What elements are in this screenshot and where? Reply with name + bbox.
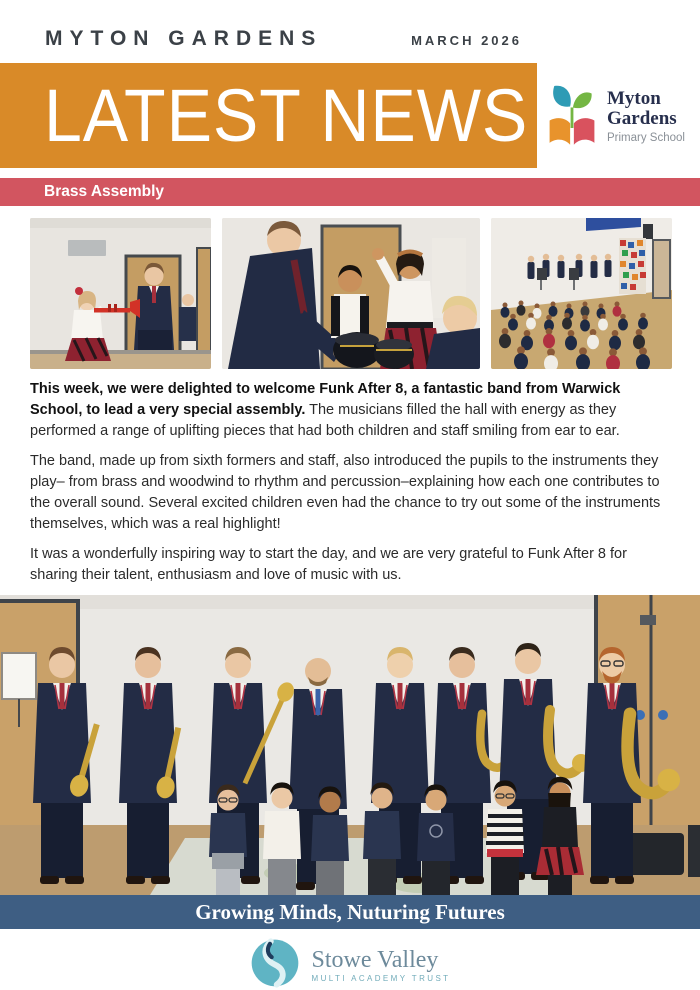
article-p1-lead: This week, we were delighted to welcome Funk After 8, a fantastic band from Warwick School, to lead a very special assembly.: [30, 381, 621, 418]
issue-date: MARCH 2026: [411, 33, 522, 48]
trust-footer: [0, 929, 700, 990]
masthead: [0, 0, 700, 63]
school-logo-subtitle: Primary School: [607, 131, 685, 144]
article-paragraph-2: The band, made up from sixth formers and staff, also introduced the pupils to the instruments they play– from brass and woodwind to rhythm and percussion–explaining how each one contributes to the overall sound. Several excited children even had the chance to try out some of the instruments themselves, which was a real highlight!: [30, 453, 661, 532]
trust-name: Stowe Valley: [311, 946, 439, 973]
motto-bar: [0, 895, 700, 929]
banner-title: LATEST NEWS: [44, 74, 529, 157]
school-logo-name-line2: Gardens: [607, 107, 677, 129]
school-logo-name-line1: Myton: [607, 87, 661, 109]
trust-logo-icon: [250, 938, 300, 990]
photo-children-drums: [222, 218, 480, 369]
school-logo-text: [607, 89, 685, 144]
motto-text: Growing Minds, Nuturing Futures: [195, 899, 505, 924]
school-name: MYTON GARDENS: [45, 27, 323, 50]
article-p1-rest: The musicians filled the hall with energy as they performed a range of uplifting pieces that had both children and staff smiling from ear to ear.: [30, 402, 620, 439]
photo-girl-trumpet: [30, 218, 211, 369]
section-title: Brass Assembly: [44, 183, 165, 200]
photo-hall-audience: [491, 218, 672, 369]
school-logo-icon: [544, 78, 600, 155]
photo-row: [30, 218, 672, 369]
photo-band-group: [0, 595, 700, 895]
banner-row: [0, 63, 700, 168]
latest-news-banner: [0, 63, 537, 168]
section-title-bar: [0, 178, 700, 206]
article-paragraph-1: [30, 379, 670, 442]
trust-logo-text: [312, 948, 451, 983]
trust-subtitle: MULTI ACADEMY TRUST: [311, 973, 451, 983]
school-logo: [544, 73, 694, 159]
article: [30, 379, 670, 586]
article-paragraph-3: It was a wonderfully inspiring way to start the day, and we are very grateful to Funk After 8 for sharing their talent, enthusiasm and love of music with us.: [30, 546, 627, 583]
